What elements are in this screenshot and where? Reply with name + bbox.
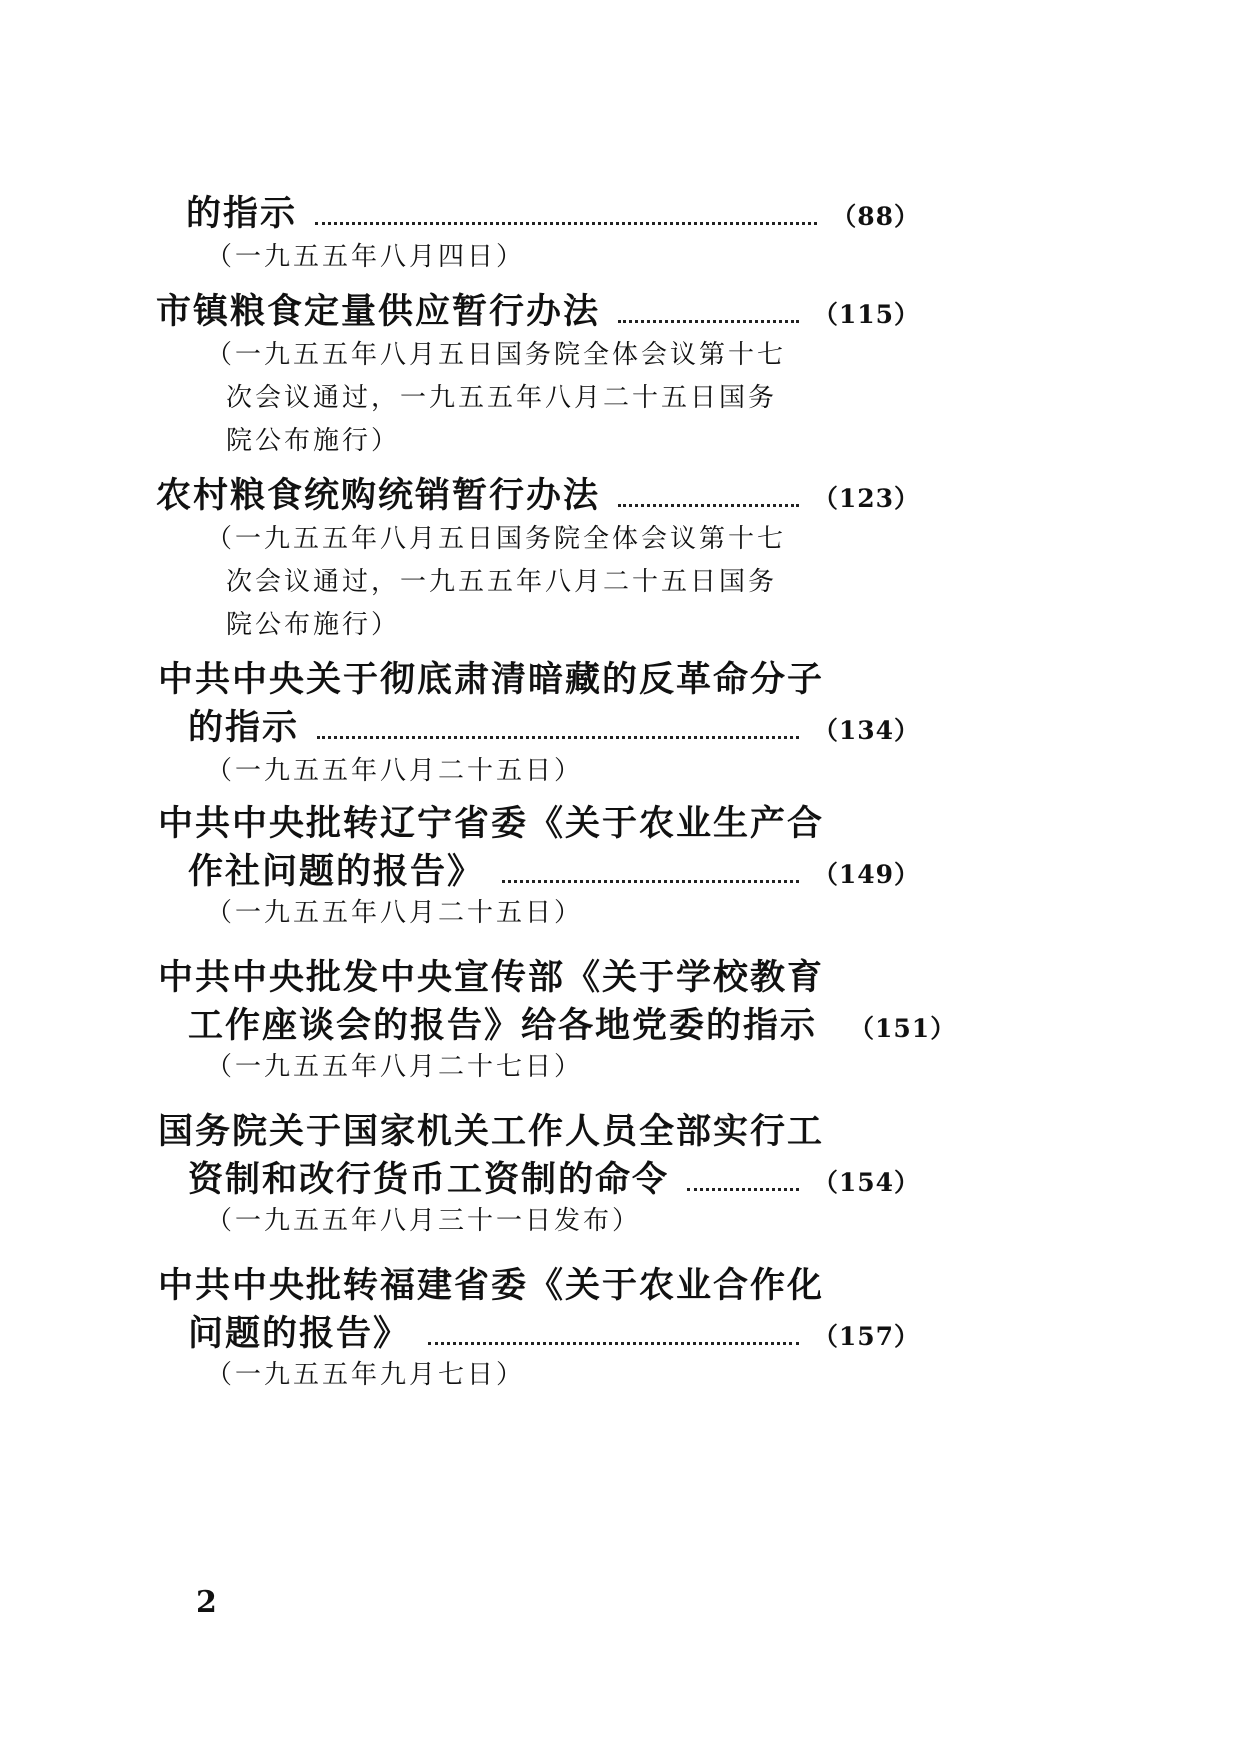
toc-entry-date: 院公布施行） [226, 426, 401, 456]
page-number: 2 [196, 1585, 217, 1620]
toc-entry-title[interactable]: 中共中央批发中央宣传部《关于学校教育 [158, 957, 825, 998]
toc-page-number: （157） [812, 1322, 920, 1351]
toc-entry-date: 次会议通过，一九五五年八月二十五日国务 [226, 383, 778, 413]
toc-entry-date: （一九五五年八月五日国务院全体会议第十七 [206, 524, 787, 554]
toc-entry-title: 的指示 [186, 193, 298, 234]
toc-entry-date: （一九五五年八月四日） [206, 242, 526, 272]
toc-entry-date: （一九五五年八月二十五日） [206, 756, 584, 786]
leader-dots [502, 880, 799, 883]
toc-page-number: （149） [812, 860, 920, 889]
toc-entry-date: （一九五五年八月五日国务院全体会议第十七 [206, 340, 787, 370]
toc-entry-line[interactable] [188, 998, 957, 1048]
toc-entry-title-cont: 的指示 [188, 707, 300, 748]
toc-page-number: （134） [812, 716, 920, 745]
toc-entry-title[interactable]: 中共中央批转福建省委《关于农业合作化 [158, 1265, 825, 1306]
toc-entry-line[interactable] [188, 1152, 920, 1202]
toc-page-number: （123） [812, 484, 920, 513]
toc-entry-line[interactable] [188, 844, 920, 894]
toc-page-number: （154） [812, 1168, 920, 1197]
toc-entry-date: （一九五五年八月三十一日发布） [206, 1206, 642, 1236]
toc-entry-title-cont: 工作座谈会的报告》给各地党委的指示 [188, 1005, 818, 1046]
toc-page-number: （151） [849, 1014, 957, 1043]
toc-entry-title[interactable]: 中共中央批转辽宁省委《关于农业生产合 [158, 803, 825, 844]
toc-entry-date: （一九五五年九月七日） [206, 1360, 526, 1390]
toc-entry-date: （一九五五年八月二十七日） [206, 1052, 584, 1082]
leader-dots [618, 504, 799, 507]
toc-entry-date: 次会议通过，一九五五年八月二十五日国务 [226, 567, 778, 597]
leader-dots [618, 320, 799, 323]
toc-entry-title-cont: 资制和改行货币工资制的命令 [188, 1159, 670, 1200]
toc-entry-title: 农村粮食统购统销暂行办法 [156, 475, 601, 516]
leader-dots [315, 222, 817, 225]
toc-entry-title[interactable]: 中共中央关于彻底肃清暗藏的反革命分子 [158, 659, 825, 700]
toc-entry-line[interactable] [156, 284, 920, 334]
toc-page-number: （88） [831, 202, 920, 231]
toc-entry-line[interactable] [156, 468, 920, 518]
toc-entry-line[interactable] [188, 700, 920, 750]
toc-entry-line[interactable] [188, 1306, 920, 1356]
leader-dots [317, 736, 799, 739]
toc-entry-date: 院公布施行） [226, 610, 401, 640]
toc-entry-line[interactable] [186, 186, 920, 236]
toc-entry-title-cont: 作社问题的报告》 [188, 851, 485, 892]
toc-entry-title-cont: 问题的报告》 [188, 1313, 411, 1354]
toc-entry-title[interactable]: 国务院关于国家机关工作人员全部实行工 [158, 1111, 825, 1152]
leader-dots [687, 1188, 799, 1191]
leader-dots [428, 1342, 799, 1345]
toc-page-number: （115） [812, 300, 920, 329]
toc-entry-title: 市镇粮食定量供应暂行办法 [156, 291, 601, 332]
toc-entry-date: （一九五五年八月二十五日） [206, 898, 584, 928]
